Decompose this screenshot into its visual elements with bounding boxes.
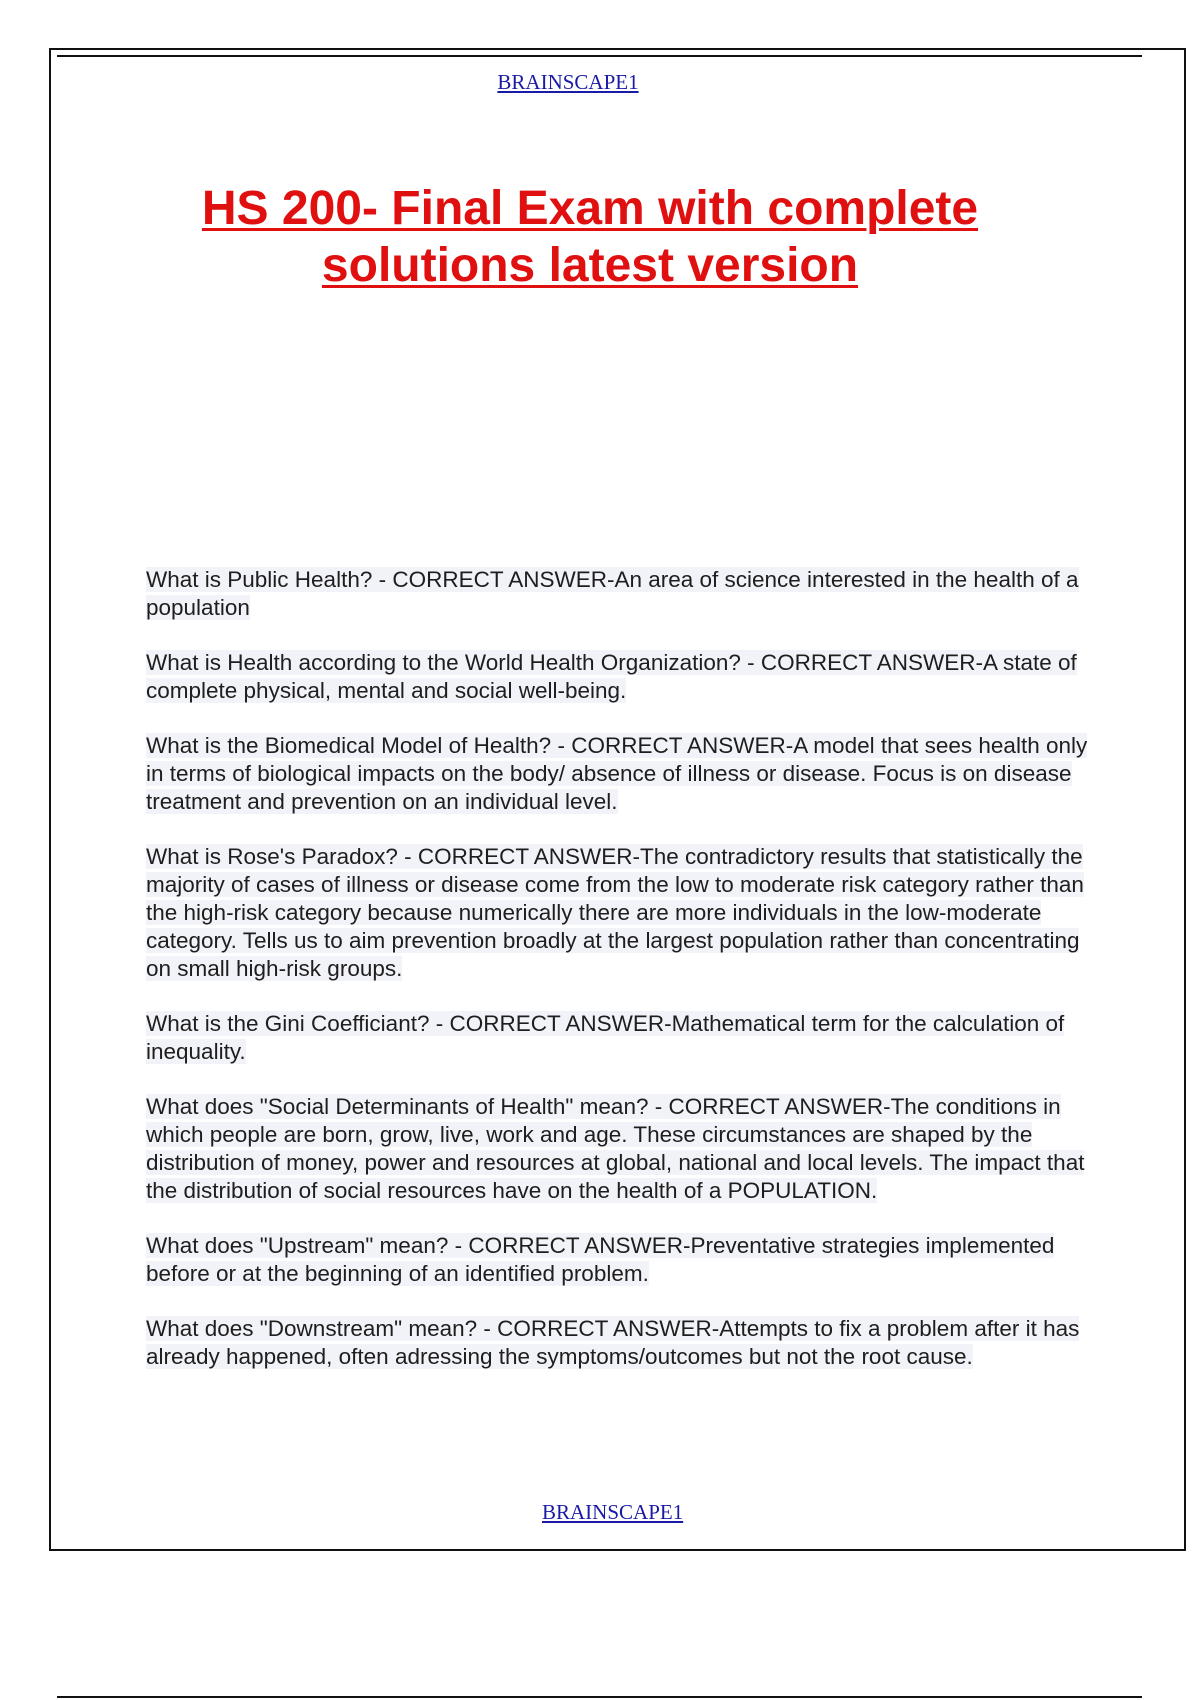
top-divider	[57, 55, 1142, 57]
qa-text: What is Public Health? - CORRECT ANSWER-An area of science interested in the health of a population	[146, 567, 1079, 620]
qa-text: What is Health according to the World Health Organization? - CORRECT ANSWER-A state of complete physical, mental and social well-being.	[146, 650, 1077, 703]
title-line-1: HS 200- Final Exam with complete	[201, 182, 979, 235]
qa-item	[146, 1315, 1096, 1371]
qa-item	[146, 1232, 1096, 1288]
footer-brainscape-link[interactable]: BRAINSCAPE1	[542, 1500, 684, 1524]
qa-list	[146, 566, 1096, 1398]
bottom-divider	[57, 1696, 1142, 1698]
header-brainscape-link[interactable]: BRAINSCAPE1	[497, 70, 639, 94]
qa-item	[146, 843, 1096, 983]
qa-item	[146, 732, 1096, 816]
qa-text: What is the Gini Coefficiant? - CORRECT ANSWER-Mathematical term for the calculation of inequality.	[146, 1011, 1065, 1064]
qa-item	[146, 566, 1096, 622]
qa-item	[146, 649, 1096, 705]
qa-text: What does "Upstream" mean? - CORRECT ANSWER-Preventative strategies implemented before or at the beginning of an identified problem.	[146, 1233, 1055, 1286]
qa-text: What does "Social Determinants of Health" mean? - CORRECT ANSWER-The conditions in which people are born, grow, live, work and age. These circumstances are shaped by the distribution of money, power and resources at global, national and local levels. The impact that the distribution of social resources have on the health of a POPULATION.	[146, 1094, 1085, 1203]
document-title	[150, 180, 1030, 294]
qa-item	[146, 1093, 1096, 1205]
title-line-2: solutions latest version	[321, 239, 859, 292]
qa-text: What is the Biomedical Model of Health? - CORRECT ANSWER-A model that sees health only in terms of biological impacts on the body/ absence of illness or disease. Focus is on disease treatment and prevention on an individual level.	[146, 733, 1088, 814]
qa-item	[146, 1010, 1096, 1066]
qa-text: What does "Downstream" mean? - CORRECT ANSWER-Attempts to fix a problem after it has already happened, often adressing the symptoms/outcomes but not the root cause.	[146, 1316, 1080, 1369]
qa-text: What is Rose's Paradox? - CORRECT ANSWER-The contradictory results that statistically the majority of cases of illness or disease come from the low to moderate risk category rather than the high-risk category because numerically there are more individuals in the low-moderate category. Tells us to aim prevention broadly at the largest population rather than concentrating on small high-risk groups.	[146, 844, 1084, 981]
